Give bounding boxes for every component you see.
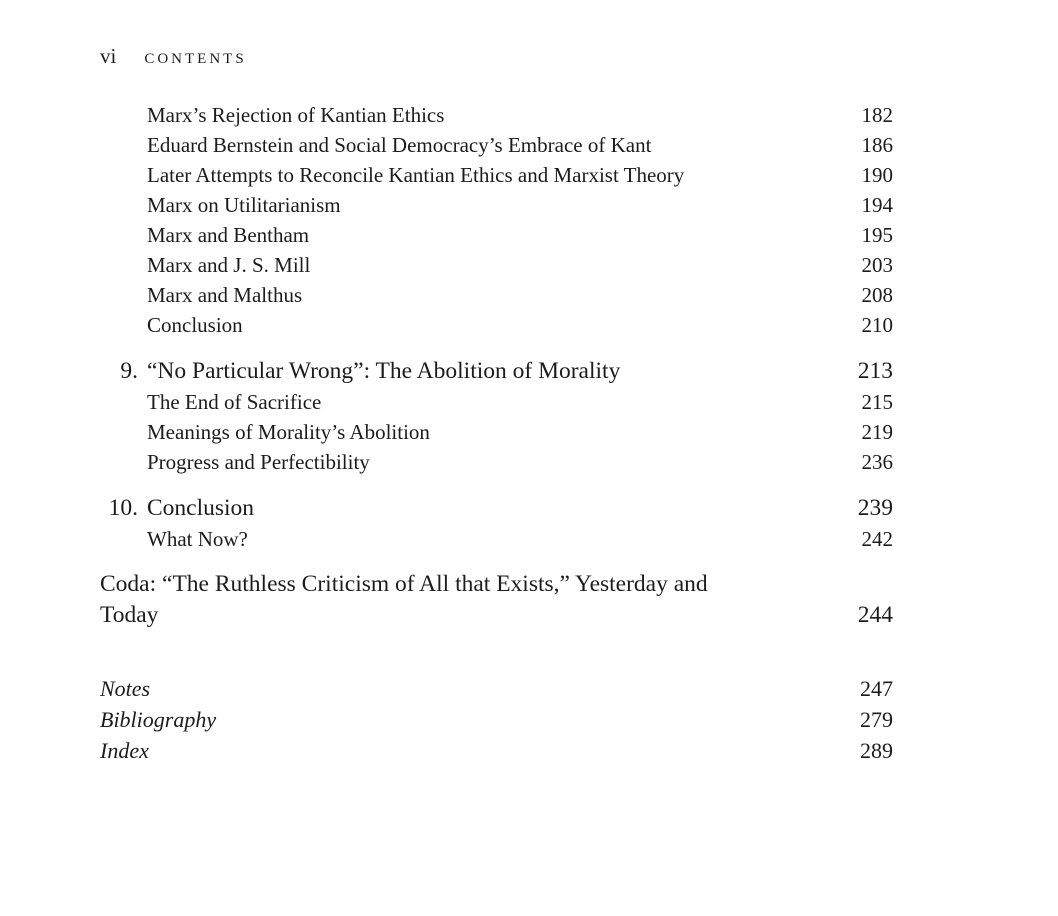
page-content [100, 44, 893, 766]
table-of-contents [100, 100, 893, 766]
toc-entry-title: “No Particular Wrong”: The Abolition of Morality [147, 358, 621, 384]
toc-entry-title: Progress and Perfectibility [147, 450, 370, 474]
toc-page-number: 244 [857, 602, 893, 628]
toc-chapter-entry [100, 492, 893, 524]
toc-entry-title: Conclusion [147, 313, 243, 337]
chapter-number: 9. [120, 358, 138, 384]
toc-page-number: 208 [861, 283, 893, 307]
toc-entry [100, 447, 893, 477]
toc-page-number: 194 [861, 193, 893, 217]
toc-entry-title: Notes [100, 676, 151, 701]
toc-entry-title: Bibliography [100, 707, 217, 732]
toc-page-number: 236 [861, 450, 893, 474]
toc-entry-title: Marx and J. S. Mill [147, 253, 311, 277]
toc-entry [100, 387, 893, 417]
toc-entry [100, 220, 893, 250]
page-folio: vi [100, 44, 117, 68]
running-head [100, 44, 893, 71]
toc-entry [100, 100, 893, 130]
toc-chapter-entry [100, 355, 893, 387]
toc-page-number: 219 [861, 420, 893, 444]
toc-entry-title: Conclusion [147, 495, 255, 521]
toc-entry [100, 280, 893, 310]
toc-backmatter-entry [100, 704, 893, 735]
toc-page-number: 242 [861, 527, 893, 551]
toc-page-number: 213 [857, 358, 893, 384]
toc-entry [100, 190, 893, 220]
toc-entry-title: Coda: “The Ruthless Criticism of All that Exists,” Yesterday and Today [100, 571, 708, 628]
toc-page-number: 247 [860, 676, 893, 701]
toc-entry-title: Eduard Bernstein and Social Democracy’s Embrace of Kant [147, 133, 652, 157]
toc-page-number: 289 [860, 738, 893, 763]
toc-page-number: 195 [861, 223, 893, 247]
toc-entry [100, 160, 893, 190]
toc-backmatter-entry [100, 673, 893, 704]
toc-entry [100, 524, 893, 554]
toc-entry-title: Meanings of Morality’s Abolition [147, 420, 430, 444]
chapter-number: 10. [108, 495, 138, 521]
toc-page-number: 279 [860, 707, 893, 732]
toc-entry-title: Marx and Malthus [147, 283, 303, 307]
toc-entry [100, 130, 893, 160]
toc-page-number: 182 [861, 103, 893, 127]
toc-entry-title: The End of Sacrifice [147, 390, 322, 414]
toc-entry-title: Marx on Utilitarianism [147, 193, 341, 217]
running-head-title: CONTENTS [144, 51, 247, 67]
toc-entry [100, 417, 893, 447]
toc-entry-title: What Now? [147, 527, 248, 551]
toc-page-number: 203 [861, 253, 893, 277]
toc-page-number: 215 [861, 390, 893, 414]
toc-entry [100, 250, 893, 280]
toc-entry-title: Index [100, 738, 149, 763]
toc-page-number: 239 [857, 495, 893, 521]
toc-entry-title: Marx’s Rejection of Kantian Ethics [147, 103, 445, 127]
toc-entry [100, 310, 893, 340]
toc-backmatter-entry [100, 735, 893, 766]
toc-entry-title: Marx and Bentham [147, 223, 310, 247]
toc-page-number: 190 [861, 163, 893, 187]
toc-page-number: 186 [861, 133, 893, 157]
toc-entry-title: Later Attempts to Reconcile Kantian Ethics and Marxist Theory [147, 163, 685, 187]
toc-coda-entry [100, 569, 893, 631]
toc-page-number: 210 [861, 313, 893, 337]
